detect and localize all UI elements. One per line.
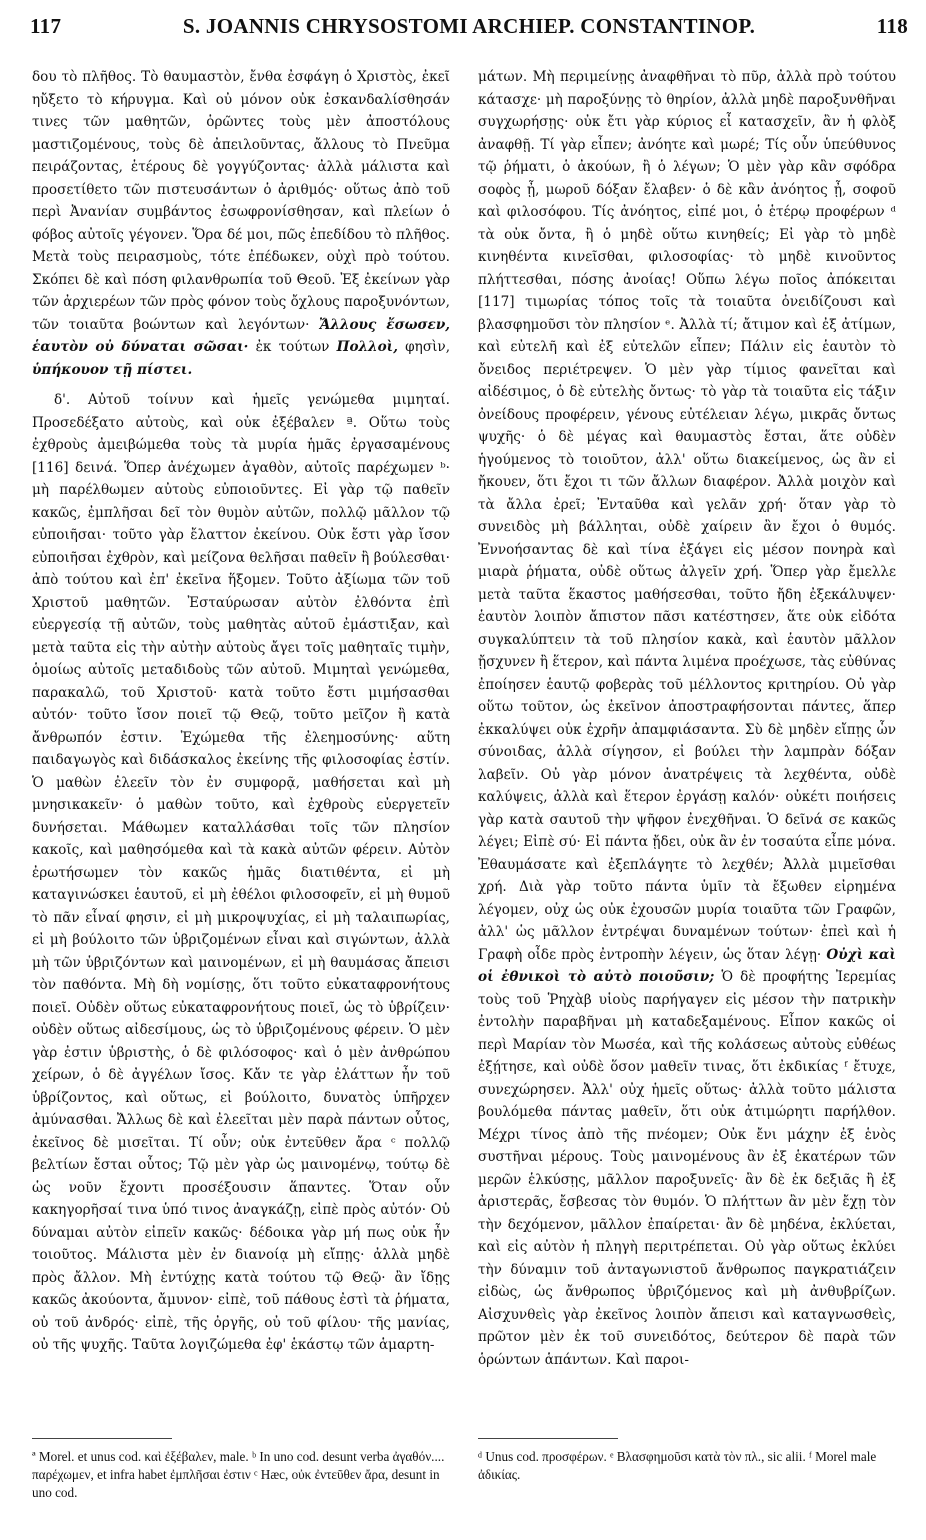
left-p1-quote: Ἄλλους ἔσωσεν, ἑαυτὸν οὐ δύναται σῶσαι· — [32, 316, 450, 355]
left-p1-mid: ἐκ τούτων — [255, 339, 330, 355]
footnotes-right: ᵈ Unus cod. προσφέρων. ᵉ Βλασφημοῦσι κατὰ τὸν πλ., sic alii. ᶠ Morel male ἀδικίας. — [478, 1449, 877, 1482]
left-p1-quote3: ὑπήκουον τῇ πίστει. — [32, 361, 193, 378]
right-paragraph-1 — [478, 66, 896, 1371]
footnote-rule-right — [478, 1438, 618, 1439]
running-title: S. JOANNIS CHRYSOSTOMI ARCHIEP. CONSTANTINOP. — [182, 14, 756, 38]
left-p1-mid2: φησὶν, — [405, 339, 451, 355]
page-number-left: 117 — [30, 14, 62, 38]
page-number-right: 118 — [876, 14, 908, 38]
left-paragraph-2: δ'. Αὐτοῦ τοίνυν καὶ ἡμεῖς γενώμεθα μιμηταί. Προσεδέξατο αὐτοὺς, καὶ οὐκ ἐξέβαλεν ª. Οὕτω τοὺς ἐχθροὺς ἀμειβώμεθα τοὺς τὰ μυρία ἡμᾶς ἐργασαμένους [116] δεινά. Ὅπερ ἀνέχωμεν ἀγαθὸν, αὐτοῖς παρέχωμεν ᵇ· μὴ παρέλθωμεν αὐτοὺς εὐποιοῦντες. Εἰ γὰρ τῷ παθεῖν κακῶς, ἐμπλῆσαι δεῖ τὸν θυμὸν αὐτῶν, πολλῷ μᾶλλον τῷ εὐποιῆσαι· τοῦτο γὰρ ἔλαττον ἐκείνου. Οὐκ ἔστι γὰρ ἴσον εὐποιῆσαι ἐχθρὸν, καὶ μείζονα θελῆσαι παθεῖν ἢ βούλεσθαι· ἀπὸ τούτου καὶ ἐπ' ἐκεῖνα ἥξομεν. Τοῦτο ἀξίωμα τῶν τοῦ Χριστοῦ μαθητῶν. Ἐσταύρωσαν αὐτὸν ἐλθόντα ἐπὶ εὐεργεσίᾳ τῇ αὐτῶν, τοὺς μαθητὰς αὐτοῦ ἐμάστιξαν, καὶ μετὰ ταῦτα εἰς τὴν αὐτὴν αὐτοὺς ἄγει τοῖς μαθηταῖς τιμὴν, ὁμοίως αὐτοῖς μεταδιδοὺς τῶν αὐτοῦ. Μιμηταὶ γενώμεθα, παρακαλῶ, τοῦ Χριστοῦ· κατὰ τοῦτο ἔστι μιμήσασθαι αὐτόν· τοῦτο ἴσον ποιεῖ τῷ Θεῷ, τοῦτο μεῖζον ἢ κατὰ ἄνθρωπόν ἐστιν. Ἐχώμεθα τῆς ἐλεημοσύνης· αὕτη παιδαγωγὸς καὶ διδάσκαλος ἐκείνης τῆς φιλοσοφίας ἐστίν. Ὁ μαθὼν ἐλεεῖν τὸν ἐν συμφορᾷ, μαθήσεται καὶ μὴ μνησικακεῖν· ὁ μαθὼν τοῦτο, καὶ ἐχθροὺς εὐεργετεῖν δυνήσεται. Μάθωμεν καταλλάσθαι τοῖς τῶν πλησίον κακοῖς, καὶ μαθησόμεθα καὶ τὰ κακὰ αὐτῶν φέρειν. Αὐτὸν ἐρωτήσωμεν τὸν κακῶς ἡμᾶς διατιθέντα, εἰ μὴ καταγινώσκει ἑαυτοῦ, εἰ μὴ ἐθέλοι φιλοσοφεῖν, εἰ μὴ θυμοῦ τὸ πᾶν εἶναί φησιν, εἰ μὴ μικροψυχίας, εἰ μὴ ταλαιπωρίας, εἰ μὴ βούλοιτο τῶν ὑβριζομένων εἶναι καὶ σιγώντων, ἀλλὰ μὴ τῶν ὑβριζόντων καὶ μαινομένων, εἰ μὴ θαυμάσας ἄπεισι τὸν παθόντα. Μὴ δὴ νομίσῃς, ὅτι τοῦτο εὐκαταφρονήτους ποιεῖ. Οὐδὲν οὕτως εὐκαταφρονήτους ποιεῖ, ὡς τὸ ὑβρίζειν· οὐδὲν οὕτως αἰδεσίμους, ὡς τὸ ὑβριζομένους φέρειν. Ὁ μὲν γὰρ ἐστιν ὑβριστὴς, ὁ δὲ φιλόσοφος· καὶ ὁ μὲν ἀνθρώπου χείρων, ὁ δὲ ἀγγέλων ἴσος. Κἄν τε γὰρ ἐλάττων ἦν τοῦ ὑβρίζοντος, καὶ οὕτως, εἰ βούλοιτο, δυνατὸς ὑπῆρχεν ἀμύνασθαι. Ἄλλως δὲ καὶ ἐλεεῖται μὲν παρὰ πάντων οὗτος, ἐκεῖνος δὲ μισεῖται. Τί οὖν; οὐκ ἐντεῦθεν ἄρα ᶜ πολλῷ βελτίων ἔσται οὗτος; Τῷ μὲν γὰρ ὡς μαινομένῳ, τούτῳ δὲ ὡς νοῦν ἔχοντι προσέξουσιν ἅπαντες. Ὅταν οὖν κακηγορῆσαί τινα ὑπό τινος ἀναγκάζῃ, εἰπὲ πρὸς αὐτόν· Οὐ δύναμαι αὐτὸν εἰπεῖν κακῶς· δέδοικα γὰρ μή πως οὐκ ἦν τοιοῦτος. Μάλιστα μὲν ἐν διανοίᾳ μὴ εἴπῃς· ἀλλὰ μηδὲ πρὸς ἄλλον. Μὴ ἐντύχῃς κατὰ τούτου τῷ Θεῷ· ἂν ἴδῃς κακῶς ἀκούοντα, ἄμυνον· εἰπὲ, τοῦ πάθους ἐστὶ τὰ ῥήματα, οὐ τοῦ ἀνδρός· εἰπὲ, τῆς ὀργῆς, οὐ τοῦ φίλου· τῆς μανίας, οὐ τῆς ψυχῆς. Ταῦτα λογιζώμεθα ἐφ' ἑκάστῳ τῶν ἁμαρτη- — [32, 392, 450, 1353]
right-p1-text: μάτων. Μὴ περιμείνῃς ἀναφθῆναι τὸ πῦρ, ἀλλὰ πρὸ τούτου κάτασχε· μὴ παροξύνῃς τὸ θηρίον, ἀλλὰ μηδὲ παροξυνθῆναι συγχωρήσῃς· οὐκ ἔτι γὰρ κύριος εἶ κατασχεῖν, ἂν ἡ φλὸξ ἀναφθῇ. Τί γὰρ εἶπεν; ἀνόητε καὶ μωρέ; Τίς οὖν ὑπεύθυνος τῷ ῥήματι, ὁ ἀκούων, ἢ ὁ λέγων; Ὁ μὲν γὰρ κἂν σφόδρα σοφὸς ᾖ, μωροῦ δόξαν ἔλαβεν· ὁ δὲ κἂν ἀνόητος ᾖ, σοφοῦ καὶ φιλοσόφου. Τίς ἀνόητος, εἰπέ μοι, ὁ ἑτέρῳ προφέρων ᵈ τὰ οὐκ ὄντα, ἢ ὁ μηδὲ οὕτω κινηθείς; Εἰ γὰρ τὸ μηδὲ κινηθέντα κινεῖσθαι, φιλοσοφίας· τὸ μηδὲ κινοῦντος πλήττεσθαι, πόσης ἀνοίας! Οὕπω λέγω ποῖος ἀπόκειται [117] τιμωρίας τόπος τοῖς τὰ τοιαῦτα ὀνειδίζουσι καὶ βλασφημοῦσι τὸν πλησίον ᵉ. Ἀλλὰ τί; ἄτιμον καὶ ἐξ ἀτίμων, καὶ εὐτελῆ καὶ ἐξ εὐτελῶν εἶπεν; Πάλιν εἰς ἑαυτὸν τὸ ὄνειδος περιέτρεψεν. Ὁ μὲν γὰρ τίμιος φανεῖται καὶ αἰδέσιμος, ὁ δὲ εὐτελὴς ὄντως· τὸ γὰρ τὰ τοιαῦτα εἰς τάξιν ὀνείδους προφέρειν, γένους εὐτέλειαν λέγω, μικρᾶς ὄντως ψυχῆς· ὁ δὲ μέγας καὶ θαυμαστὸς ἔσται, ἅτε οὐδὲν ἡγούμενος τὸ τοιοῦτον, ἀλλ' οὕτω διακείμενος, ὡς ἂν εἰ ἤκουεν, ὅτι ἔχοι τι τῶν ἄλλων διαφέρον. Ἀλλὰ μοιχὸν καὶ τὰ ἄλλα ἐρεῖ; Ἐνταῦθα καὶ γελᾶν χρή· ὅταν γὰρ τὸ συνειδὸς μὴ βάλληται, οὐδὲ χαίρειν ἂν ἔχοι ὁ θυμός. Ἐννοήσαντας δὲ καὶ τίνα ἐξάγει εἰς μέσον πονηρὰ καὶ μιαρὰ ῥήματα, οὐδὲ οὕτως ἀλγεῖν χρή. Ὅπερ γὰρ ἔμελλε μετὰ ταῦτα ἕκαστος μαθήσεσθαι, τοῦτο ἤδη ἐξεκάλυψεν· ἑαυτὸν λοιπὸν ἄπιστον πᾶσι κατέστησεν, ἅτε οὐκ εἰδότα συγκαλύπτειν τὰ τοῦ πλησίον κακὰ, καὶ ἑαυτὸν μᾶλλον ᾔσχυνεν ἢ ἕτερον, καὶ πάντα λιμένα προέχωσε, τὰς εὐθύνας ἐποίησεν ἑαυτῷ φοβερὰς τοῦ μέλλοντος κριτηρίου. Οὐ γὰρ οὕτω τοῦτον, ὡς ἐκεῖνον ἀποστραφήσονται πάντες, ἅπερ ἐκκαλύψει οὐκ ἐχρῆν ἀπαμφιάσαντα. Σὺ δὲ μηδὲν εἴπῃς ὧν σύνοιδας, ἀλλὰ σίγησον, εἰ βούλει τὴν λαμπρὰν δόξαν λαβεῖν. Οὐ γὰρ μόνον ἀνατρέψεις τὰ λεχθέντα, οὐδὲ καλύψεις, ἀλλὰ καὶ ἕτερον ἐργάσῃ καλόν· οὐκέτι ποιήσεις γὰρ κατὰ σαυτοῦ τὴν ψῆφον ἐνεχθῆναι. Ὁ δεῖνά σε κακῶς λέγει; Εἰπὲ σύ· Εἰ πάντα ᾔδει, οὐκ ἂν ἐν τοσαύτα εἶπε μόνα. Ἐθαυμάσατε καὶ ἐξεπλάγητε τὸ λεχθέν; Ἀλλὰ μιμεῖσθαι χρή. Διὰ γὰρ τοῦτο πάντα ὑμῖν τὰ ἔξωθεν εἰρημένα λέγομεν, οὐχ ὡς οὐκ ἐχουσῶν μυρία τοιαῦτα τῶν Γραφῶν, ἀλλ' ὡς μᾶλλον ἐντρέψαι δυναμένων τούτων· ἐπεὶ καὶ ἡ Γραφὴ οἶδε πρὸς ἐντροπὴν λέγειν, ὡς ὅταν λέγῃ· — [478, 69, 896, 963]
left-p1-quote2: Πολλοὶ, — [336, 339, 398, 355]
right-p1-quote: Οὐχὶ καὶ οἱ ἐθνικοὶ τὸ αὐτὸ ποιοῦσιν; — [478, 946, 896, 985]
left-paragraph-1 — [32, 66, 450, 381]
right-p1-rest: Ὁ δὲ προφήτης Ἰερεμίας τοὺς τοῦ Ῥηχὰβ υἱοὺς παρήγαγεν εἰς μέσον τὴν πατρικὴν ἐντολὴν παραβῆναι μὴ καταδεξαμένους. Εἶπον κακῶς οἱ περὶ Μαρίαν τὸν Μωσέα, καὶ τῆς κολάσεως αὐτοὺς εὐθέως ἐξῄτησε, καὶ οὐδὲ ὅσον μαθεῖν τινας, ὅτι ἐκδικίας ᶠ ἔτυχε, συνεχώρησεν. Ἀλλ' οὐχ ἡμεῖς οὕτως· ἀλλὰ τοῦτο μάλιστα βουλόμεθα πάντας μαθεῖν, ὅτι οὐκ ἀτιμώρητι παρήλθον. Μέχρι τίνος ἀπὸ τῆς πνέομεν; Οὐκ ἔνι μάχην ἐξ ἑνὸς συστῆναι μέρους. Τοὺς μαινομένους ἂν ἐξ ἑκατέρων τῶν μερῶν ἑλκύσῃς, μᾶλλον παροξυνεῖς· ἂν δὲ ἐκ δεξιᾶς ἢ ἐξ ἀριστερᾶς, ἔσβεσας τὸν θυμόν. Ὁ πλήττων ἂν μὲν ἔχῃ τὸν τὴν δεχόμενον, μᾶλλον ἐπαίρεται· ἂν δὲ μηδένα, ἐκλύεται, καὶ εἰς αὐτὸν ἡ πληγὴ περιτρέπεται. Οὐ γὰρ οὕτως ἐκλύει τὴν δύναμιν τοῦ ἀνταγωνιστοῦ ἄνθρωπος παγκρατιάζειν εἰδὼς, ὡς ἄνθρωπος ὑβριζόμενος καὶ μὴ ἀνθυβρίζων. Αἰσχυνθεὶς γὰρ ἐκεῖνος λοιπὸν ἄπεισι καὶ καταγνωσθεὶς, πρῶτον μὲν ἐκ τοῦ συνειδότος, δεύτερον δὲ παρὰ τῶν ὁρώντων ἁπάντων. Καὶ παροι- — [478, 969, 896, 1368]
left-p1-text: δου τὸ πλῆθος. Τὸ θαυμαστὸν, ἔνθα ἐσφάγη ὁ Χριστὸς, ἐκεῖ ηὔξετο τὸ κήρυγμα. Καὶ οὐ μόνον οὐκ ἐσκανδαλίσθησάν τινες τῶν μαθητῶν, ὁρῶντες τοὺς μὲν ἀποστόλους μαστιζομένους, τοὺς δὲ ἀπειλοῦντας, ἄλλους τὸ Πνεῦμα πειράζοντας, ἑτέρους δὲ γογγύζοντας· ἀλλὰ μάλιστα καὶ προσετίθετο τῶν πιστευσάντων ὁ ἀριθμός· οὕτως ἀπὸ τοῦ περὶ Ἀνανίαν συμβάντος ἐσωφρονίσθησαν, καὶ πλείων ὁ φόβος αὐτοῖς γέγονεν. Ὅρα δέ μοι, πῶς ἐπεδίδου τὸ πλῆθος. Μετὰ τοὺς πειρασμοὺς, τότε ἐπέδωκεν, οὐχὶ πρὸ τούτου. Σκόπει δὲ καὶ πόση φιλανθρωπία τοῦ Θεοῦ. Ἐξ ἐκείνων γὰρ τῶν ἀρχιερέων τῶν πρὸς φόνον τοὺς ὄχλους παροξυνόντων, τῶν τοιαῦτα βοώντων καὶ λεγόντων· — [32, 69, 450, 333]
left-column — [32, 66, 450, 1357]
footnotes-left: ª Morel. et unus cod. καὶ ἐξέβαλεν, male. ᵇ In uno cod. desunt verba ἀγαθόν.... παρέχωμεν, et infra habet ἐμπλῆσαι ἐστιν ᶜ Hæc, οὐκ ἐντεῦθεν ἄρα, desunt in uno cod. — [32, 1449, 445, 1500]
footnote-rule-left — [32, 1438, 172, 1439]
right-column — [478, 66, 896, 1371]
page-header — [30, 8, 908, 48]
